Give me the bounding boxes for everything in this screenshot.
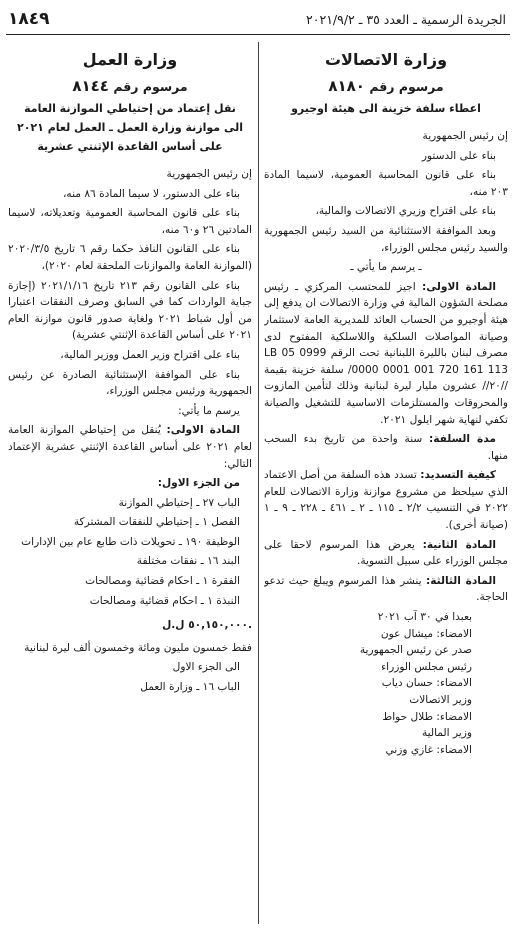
ministry-title: وزارة الاتصالات bbox=[324, 50, 448, 69]
preamble-line: بناء على قانون المحاسبة العمومية، لاسيما المادة ٢٠٣ منه، bbox=[264, 169, 508, 198]
repayment-text: تسدد هذه السلفة من أصل الاعتماد الذي سيلحظ من مشروع موازنة وزارة الاتصالات للعام ٢٠٢٢ في التنسيب ٢/٢ ـ ١١٥ ـ ٢ ـ ٤٦١ ـ ٢٢٨ ـ ٩ ـ ١ (صيانة أخرى). bbox=[264, 469, 508, 532]
preamble-line: بناء على اقتراح وزير العمل ووزير المالية، bbox=[60, 348, 240, 361]
left-column-labour-decree bbox=[8, 40, 252, 928]
article-2 bbox=[264, 537, 508, 570]
advance-duration bbox=[264, 431, 508, 464]
decree-label: مرسوم رقم bbox=[369, 79, 444, 94]
preamble-line: بناء على الدستور bbox=[421, 149, 496, 162]
signature-line: الامضاء: طلال حواط bbox=[382, 710, 472, 723]
preamble-line: بناء على اقتراح وزيري الاتصالات والمالية، bbox=[315, 205, 496, 218]
gazette-page bbox=[6, 4, 510, 930]
preamble-line: بناء على قانون المحاسبة العمومية وتعديلاته، لاسيما المادتين ٢٦ و٦٠ منه، bbox=[8, 207, 252, 236]
decree-heading bbox=[264, 76, 508, 97]
decree-formula: ـ يرسم ما يأتي ـ bbox=[350, 261, 422, 274]
column-divider bbox=[258, 42, 259, 924]
article-2-label: المادة الثانية: bbox=[422, 538, 496, 551]
amount-in-words: فقط خمسون مليون ومائة وخمسون ألف ليرة لبنانية bbox=[24, 641, 252, 654]
article-3 bbox=[264, 573, 508, 606]
budget-item: الوظيفة ١٩٠ ـ تحويلات ذات طابع عام بين الإدارات bbox=[21, 535, 240, 548]
budget-item: الباب ٢٧ ـ إحتياطي الموازنة bbox=[118, 496, 240, 509]
subject-line: على أساس القاعدة الإثنتي عشرية bbox=[37, 140, 223, 153]
decree-formula: يرسم ما يأتي: bbox=[178, 404, 240, 417]
budget-item: الباب ١٦ ـ وزارة العمل bbox=[140, 681, 240, 694]
article-1-label: المادة الاولى: bbox=[421, 280, 496, 293]
article-2-text: يعرض هذا المرسوم لاحقا على مجلس الوزراء على سبيل التسوية. bbox=[264, 538, 508, 568]
article-3-label: المادة الثالثة: bbox=[426, 574, 496, 587]
page-header bbox=[6, 4, 510, 35]
signature-line: وزير الاتصالات bbox=[409, 694, 472, 706]
subject-line: الى موازنة وزارة العمل ـ العمل لعام ٢٠٢١ bbox=[17, 121, 243, 134]
article-1-text: يُنقل من إحتياطي الموازنة العامة لعام ٢٠٢١ على أساس القاعدة الإثنتي عشرية الإعتماد التالي: bbox=[8, 424, 252, 470]
journal-issue-line: الجريدة الرسمية ـ العدد ٣٥ ـ ٢٠٢١/٩/٢ bbox=[306, 11, 506, 27]
article-1 bbox=[264, 279, 508, 428]
destination-part: الى الجزء الاول bbox=[172, 661, 240, 674]
part-heading-wrap bbox=[8, 475, 252, 492]
article-3-text: ينشر هذا المرسوم ويبلغ حيث تدعو الحاجة. bbox=[264, 574, 508, 604]
part-heading: من الجزء الاول: bbox=[157, 477, 240, 490]
ministry-title: وزارة العمل bbox=[82, 50, 178, 69]
decree-number: ٨١٨٠ bbox=[328, 77, 365, 95]
preamble-line: بناء على الموافقة الإستثنائية الصادرة عن رئيس الجمهورية ورئيس مجلس الوزراء، bbox=[8, 368, 252, 398]
decree-subject: اعطاء سلفة خزينة الى هيئة اوجيرو bbox=[291, 102, 481, 115]
signature-line: الامضاء: ميشال عون bbox=[380, 627, 472, 640]
transfer-amount-row bbox=[8, 617, 252, 634]
signature-line: رئيس مجلس الوزراء bbox=[381, 660, 472, 673]
signature-line: وزير المالية bbox=[421, 727, 472, 740]
budget-item: الفقرة ١ ـ احكام قضائية ومصالحات bbox=[85, 575, 240, 588]
advance-duration-label: مدة السلفة: bbox=[429, 433, 496, 446]
preamble-line: وبعد الموافقة الاستثنائية من السيد رئيس الجمهورية والسيد رئيس مجلس الوزراء، bbox=[264, 224, 508, 254]
budget-item: الفصل ١ ـ إحتياطي للنفقات المشتركة bbox=[73, 516, 240, 529]
right-column-telecom-decree bbox=[264, 40, 508, 928]
decree-subject bbox=[8, 99, 252, 156]
decree-number: ٨١٤٤ bbox=[72, 77, 109, 95]
preamble-line: إن رئيس الجمهورية bbox=[166, 168, 252, 180]
advance-duration-text: سنة واحدة من تاريخ بدء السحب منها. bbox=[264, 433, 508, 462]
signature-line: الامضاء: حسان دياب bbox=[381, 677, 472, 690]
signature-line: الامضاء: غازي وزني bbox=[385, 743, 472, 756]
repayment-method bbox=[264, 467, 508, 533]
issue-date: بعبدا في ٣٠ آب ٢٠٢١ bbox=[377, 611, 472, 624]
article-1-label: المادة الاولى: bbox=[166, 424, 240, 437]
preamble-line: بناء على القانون النافذ حكما رقم ٦ تاريخ ٢٠٢٠/٣/٥ (الموازنة العامة والموازنات الملحقة لعام ٢٠٢٠)، bbox=[8, 243, 252, 272]
article-1-text: اجيز للمحتسب المركزي ـ رئيس مصلحة الشؤون المالية في وزارة الاتصالات ان يدفع إلى هيئة أوجيرو من الحساب العائد للمديرية العامة لاستثمار وصيانة المواصلات السلكية واللاسلكية المفتوح لدى مصرف لبنان بالليرة اللبنانية تحت الرقم LB 05 0999 0000 0001 001 720 161 113/ سلفة خزينة بقيمة //٢٠// عشرون مليار ليرة لبنانية وذلك لتأمين المازوت والمحروقات والمستلزمات الاساسية للتشغيل والصيانة تكفي لنهاية شهر ايلول ٢٠٢١. bbox=[264, 280, 508, 426]
budget-item: النبذة ١ ـ احكام قضائية ومصالحات bbox=[89, 594, 240, 607]
transfer-amount: ٥٠,١٥٠,٠٠٠ ل.ل. bbox=[162, 619, 252, 632]
decree-heading bbox=[8, 76, 252, 97]
budget-item: البند ١٦ ـ نفقات مختلفة bbox=[136, 555, 240, 568]
repayment-label: كيفية التسديد: bbox=[420, 469, 496, 482]
subject-line: نقل إعتماد من إحتياطي الموازنة العامة bbox=[24, 102, 236, 115]
decree-label: مرسوم رقم bbox=[113, 79, 188, 94]
page-number: ١٨٤٩ bbox=[8, 9, 50, 29]
signature-line: صدر عن رئيس الجمهورية bbox=[359, 644, 472, 657]
preamble-line: بناء على القانون رقم ٢١٣ تاريخ ٢٠٢١/١/١٦ (إجازة جباية الواردات كما في السابق وصرف النفقات اعتبارا من أول شباط ٢٠٢١ ولغاية صدور قانون موازنة العام ٢٠٢١ على أساس القاعدة الإثنتي عشرية) bbox=[8, 279, 252, 342]
preamble-line: بناء على الدستور، لا سيما المادة ٨٦ منه، bbox=[62, 187, 240, 200]
article-1 bbox=[8, 422, 252, 472]
preamble-line: إن رئيس الجمهورية bbox=[422, 130, 508, 142]
